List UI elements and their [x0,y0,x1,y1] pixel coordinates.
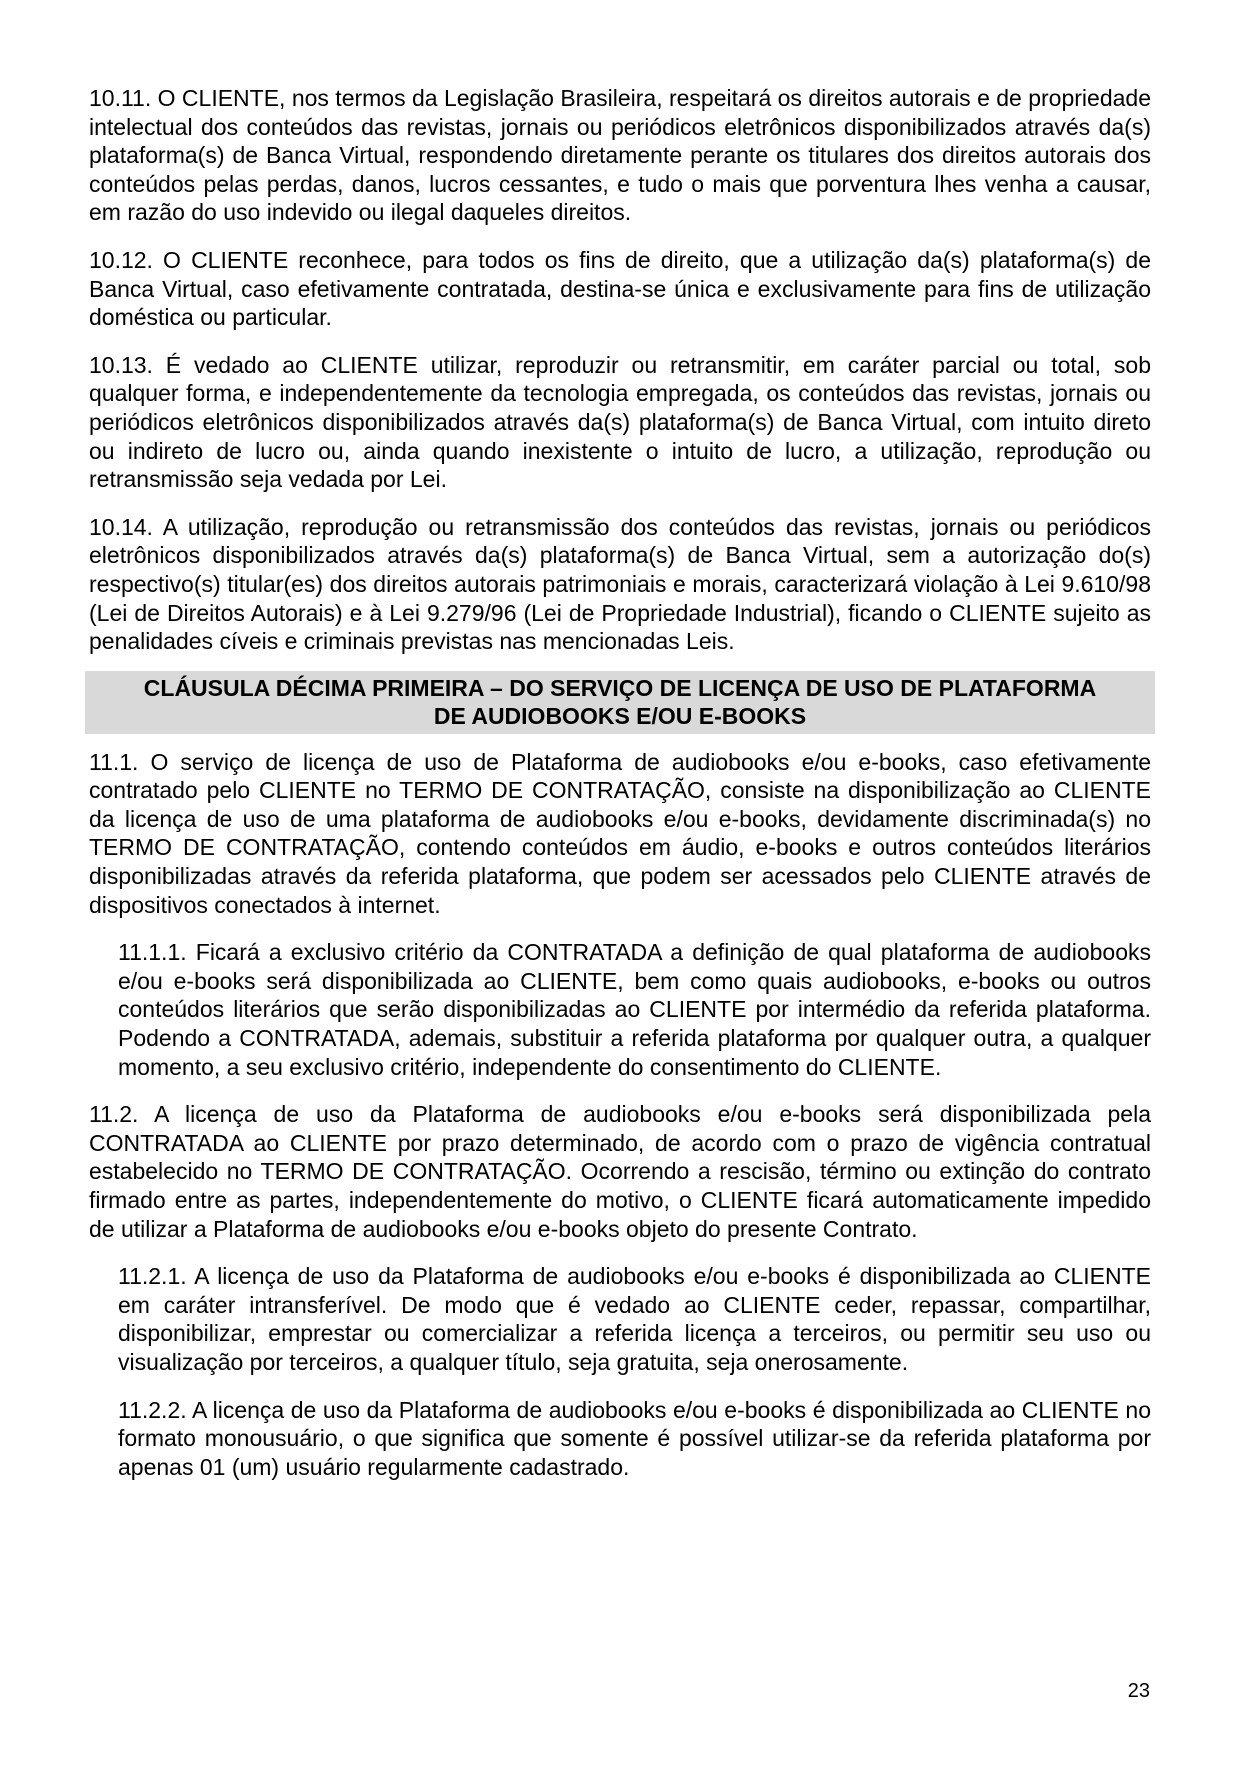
paragraph-11-1: 11.1. O serviço de licença de uso de Plataforma de audiobooks e/ou e-books, caso efetivamente contratado pelo CLIENTE no TERMO DE CONTRATAÇÃO, consiste na disponibilização ao CLIENTE da licença de uso de uma plataforma de audiobooks e/ou e-books, devidamente discriminada(s) no TERMO DE CONTRATAÇÃO, contendo conteúdos em áudio, e-books e outros conteúdos literários disponibilizadas através da referida plataforma, que podem ser acessados pelo CLIENTE através de dispositivos conectados à internet. [89,748,1151,918]
page-number: 23 [1127,1680,1150,1702]
paragraph-11-1-1: 11.1.1. Ficará a exclusivo critério da CONTRATADA a definição de qual plataforma de audiobooks e/ou e-books será disponibilizada ao CLIENTE, bem como quais audiobooks, e-books ou outros conteúdos literários que serão disponibilizadas ao CLIENTE por intermédio da referida plataforma. Podendo a CONTRATADA, ademais, substituir a referida plataforma por qualquer outra, a qualquer momento, a seu exclusivo critério, independente do consentimento do CLIENTE. [118,939,1151,1080]
clause-heading [85,671,1155,734]
paragraph-10-11: 10.11. O CLIENTE, nos termos da Legislação Brasileira, respeitará os direitos autorais e de propriedade intelectual dos conteúdos das revistas, jornais ou periódicos eletrônicos disponibilizados através da(s) plataforma(s) de Banca Virtual, respondendo diretamente perante os titulares dos direitos autorais dos conteúdos pelas perdas, danos, lucros cessantes, e tudo o mais que porventura lhes venha a causar, em razão do uso indevido ou ilegal daqueles direitos. [89,85,1151,226]
paragraph-10-13: 10.13. É vedado ao CLIENTE utilizar, reproduzir ou retransmitir, em caráter parcial ou total, sob qualquer forma, e independentemente da tecnologia empregada, os conteúdos das revistas, jornais ou periódicos eletrônicos disponibilizados através da(s) plataforma(s) de Banca Virtual, com intuito direto ou indireto de lucro ou, ainda quando inexistente o intuito de lucro, a utilização, reprodução ou retransmissão seja vedada por Lei. [89,351,1151,493]
clause-heading-line-2: DE AUDIOBOOKS E/OU E-BOOKS [433,702,807,729]
paragraph-11-2-2: 11.2.2. A licença de uso da Plataforma de audiobooks e/ou e-books é disponibilizada ao CLIENTE no formato monousuário, o que significa que somente é possível utilizar-se da referida plataforma por apenas 01 (um) usuário regularmente cadastrado. [118,1396,1151,1480]
clause-heading-line-1: CLÁUSULA DÉCIMA PRIMEIRA – DO SERVIÇO DE LICENÇA DE USO DE PLATAFORMA [143,674,1097,701]
paragraph-10-14: 10.14. A utilização, reprodução ou retransmissão dos conteúdos das revistas, jornais ou periódicos eletrônicos disponibilizados através da(s) plataforma(s) de Banca Virtual, sem a autorização do(s) respectivo(s) titular(es) dos direitos autorais patrimoniais e morais, caracterizará violação à Lei 9.610/98 (Lei de Direitos Autorais) e à Lei 9.279/96 (Lei de Propriedade Industrial), ficando o CLIENTE sujeito as penalidades cíveis e criminais previstas nas mencionadas Leis. [89,513,1151,655]
paragraph-11-2-1: 11.2.1. A licença de uso da Plataforma de audiobooks e/ou e-books é disponibilizada ao CLIENTE em caráter intransferível. De modo que é vedado ao CLIENTE ceder, repassar, compartilhar, disponibilizar, emprestar ou comercializar a referida licença a terceiros, ou permitir seu uso ou visualização por terceiros, a qualquer título, seja gratuita, seja onerosamente. [118,1263,1151,1375]
paragraph-10-12: 10.12. O CLIENTE reconhece, para todos os fins de direito, que a utilização da(s) plataforma(s) de Banca Virtual, caso efetivamente contratada, destina-se única e exclusivamente para fins de utilização doméstica ou particular. [89,246,1151,331]
document-body [89,84,1151,1500]
paragraph-11-2: 11.2. A licença de uso da Plataforma de audiobooks e/ou e-books será disponibilizada pela CONTRATADA ao CLIENTE por prazo determinado, de acordo com o prazo de vigência contratual estabelecido no TERMO DE CONTRATAÇÃO. Ocorrendo a rescisão, término ou extinção do contrato firmado entre as partes, independentemente do motivo, o CLIENTE ficará automaticamente impedido de utilizar a Plataforma de audiobooks e/ou e-books objeto do presente Contrato. [89,1101,1151,1242]
